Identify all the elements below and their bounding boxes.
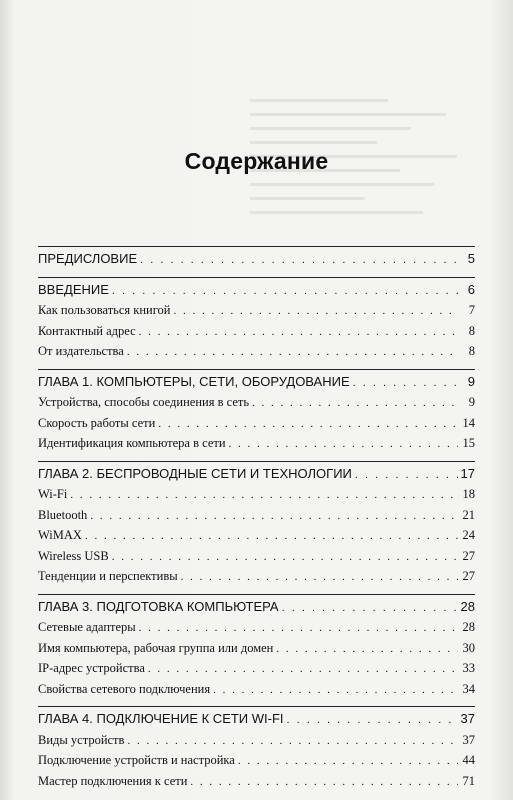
toc-page-number: 37	[462, 732, 475, 747]
toc-chapter-entry	[38, 277, 475, 301]
toc-leader-dots	[229, 434, 458, 455]
toc-page-number: 27	[462, 548, 475, 563]
toc-leader-dots	[139, 322, 458, 343]
toc-page-number: 34	[462, 681, 475, 696]
toc-page-number: 28	[460, 598, 475, 614]
toc-leader-dots	[127, 731, 458, 752]
toc-section-entry	[38, 730, 475, 751]
toc-entry-label: ГЛАВА 4. ПОДКЛЮЧЕНИЕ К СЕТИ WI-FI	[38, 711, 284, 726]
toc-leader-dots	[252, 393, 458, 414]
toc-leader-dots	[190, 772, 458, 793]
toc-section-entry	[38, 321, 475, 342]
toc-section-entry	[38, 566, 475, 587]
toc-leader-dots	[353, 373, 458, 394]
toc-chapter-entry	[38, 461, 475, 485]
toc-section-entry	[38, 638, 475, 659]
toc-section-entry	[38, 771, 475, 792]
toc-page-number: 8	[468, 344, 475, 358]
toc-page-number: 33	[462, 661, 475, 675]
toc-page-number: 7	[468, 303, 475, 317]
toc-page-number: 71	[462, 773, 475, 788]
toc-section-entry	[38, 392, 475, 413]
toc-leader-dots	[90, 506, 458, 527]
toc-leader-dots	[276, 639, 458, 660]
toc-entry-label: ГЛАВА 2. БЕСПРОВОДНЫЕ СЕТИ И ТЕХНОЛОГИИ	[38, 465, 352, 481]
toc-page-number: 28	[462, 620, 475, 634]
toc-page-number: 17	[460, 465, 475, 481]
toc-section-entry	[38, 750, 475, 771]
toc-section-entry	[38, 546, 475, 567]
toc-page-number: 21	[462, 507, 475, 522]
toc-leader-dots	[148, 659, 458, 680]
toc-entry-label: Подключение устройств и настройка	[38, 753, 235, 767]
toc-entry-label: Wireless USB	[38, 548, 109, 563]
toc-section-entry	[38, 679, 475, 700]
toc-leader-dots	[181, 567, 458, 588]
toc-page-number: 44	[462, 753, 475, 767]
toc-page-number: 6	[467, 281, 475, 297]
toc-chapter-entry	[38, 246, 475, 270]
toc-entry-label: Идентификация компьютера в сети	[38, 436, 226, 450]
page-title: Содержание	[184, 148, 329, 174]
toc-section-entry	[38, 484, 475, 505]
toc-page-number: 24	[462, 528, 475, 542]
toc-section-entry	[38, 433, 475, 454]
toc-entry-label: От издательства	[38, 344, 124, 358]
toc-entry-label: ПРЕДИСЛОВИЕ	[38, 251, 138, 266]
toc-entry-label: Имя компьютера, рабочая группа или домен	[38, 640, 274, 655]
toc-page-number: 27	[462, 569, 475, 583]
toc-leader-dots	[112, 547, 458, 568]
toc-leader-dots	[174, 301, 458, 322]
toc-entry-label: Контактный адрес	[38, 323, 136, 338]
toc-section-entry	[38, 525, 475, 546]
table-of-contents	[38, 246, 475, 791]
toc-page-number: 9	[467, 373, 475, 389]
toc-leader-dots	[213, 680, 458, 701]
toc-leader-dots	[127, 342, 458, 363]
toc-entry-label: ВВЕДЕНИЕ	[38, 281, 109, 297]
toc-leader-dots	[140, 250, 458, 271]
toc-section-entry	[38, 617, 475, 638]
toc-chapter-entry	[38, 706, 475, 730]
toc-entry-label: IP-адрес устройства	[38, 661, 145, 675]
toc-entry-label: ГЛАВА 3. ПОДГОТОВКА КОМПЬЮТЕРА	[38, 598, 279, 614]
toc-entry-label: Виды устройств	[38, 732, 125, 747]
toc-entry-label: WiMAX	[38, 528, 82, 542]
toc-page-number: 9	[468, 395, 475, 409]
toc-page-number: 37	[460, 711, 475, 726]
toc-entry-label: Bluetooth	[38, 507, 88, 522]
toc-entry-label: Тенденции и перспективы	[38, 569, 178, 583]
toc-page-number: 14	[462, 415, 475, 430]
toc-entry-label: Мастер подключения к сети	[38, 773, 188, 788]
toc-entry-label: Сетевые адаптеры	[38, 620, 136, 634]
toc-page-number: 18	[462, 487, 475, 501]
toc-leader-dots	[70, 485, 458, 506]
toc-section-entry	[38, 300, 475, 321]
toc-entry-label: Устройства, способы соединения в сеть	[38, 395, 250, 409]
toc-chapter-entry	[38, 594, 475, 618]
toc-leader-dots	[85, 526, 458, 547]
toc-leader-dots	[158, 414, 458, 435]
toc-section-entry	[38, 658, 475, 679]
toc-leader-dots	[238, 751, 458, 772]
toc-page-number: 30	[462, 640, 475, 655]
toc-leader-dots	[282, 598, 458, 619]
toc-entry-label: Как пользоваться книгой	[38, 303, 171, 317]
toc-page-number: 5	[467, 251, 475, 266]
toc-leader-dots	[139, 618, 458, 639]
toc-leader-dots	[287, 710, 458, 731]
toc-chapter-entry	[38, 369, 475, 393]
toc-entry-label: ГЛАВА 1. КОМПЬЮТЕРЫ, СЕТИ, ОБОРУДОВАНИЕ	[38, 373, 350, 389]
toc-leader-dots	[355, 465, 458, 486]
toc-leader-dots	[112, 281, 458, 302]
toc-section-entry	[38, 341, 475, 362]
toc-page-number: 8	[468, 323, 475, 338]
toc-entry-label: Свойства сетевого подключения	[38, 681, 211, 696]
toc-entry-label: Скорость работы сети	[38, 415, 156, 430]
toc-section-entry	[38, 505, 475, 526]
toc-entry-label: Wi-Fi	[38, 487, 68, 501]
toc-section-entry	[38, 413, 475, 434]
toc-page-number: 15	[462, 436, 475, 450]
